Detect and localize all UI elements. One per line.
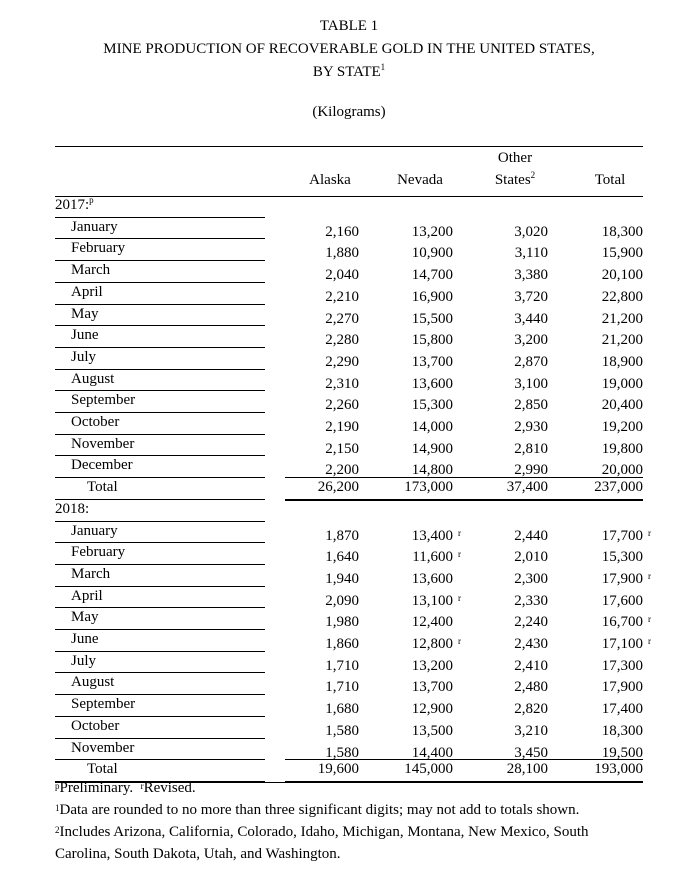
cell-total: 16,700 xyxy=(601,614,643,631)
row-rule xyxy=(55,304,265,305)
cell-total: 17,600 xyxy=(601,592,643,609)
cell-alaska: 2,290 xyxy=(325,353,359,370)
total-top-rule xyxy=(285,477,643,478)
column-header-other-line1: Other xyxy=(497,150,533,166)
section-heading: 2017:$^p$ xyxy=(55,195,94,213)
cell-nevada: 14,000 xyxy=(411,419,453,435)
table-number: TABLE 1 xyxy=(319,18,379,34)
header-top-rule xyxy=(55,146,643,147)
revised-mark: r xyxy=(648,614,651,625)
cell-total: 21,200 xyxy=(601,310,643,327)
row-label-month: February xyxy=(71,240,126,257)
cell-total: 15,300 xyxy=(601,549,643,566)
cell-other: 2,480 xyxy=(514,679,548,696)
row-rule xyxy=(55,564,265,565)
cell-alaska: 2,190 xyxy=(325,419,359,435)
cell-total: 20,000 xyxy=(601,462,643,479)
cell-nevada: 15,300 xyxy=(411,397,453,414)
cell-total: 17,900 xyxy=(601,570,643,587)
row-rule xyxy=(55,738,265,739)
cell-other: 3,210 xyxy=(514,722,548,739)
units-label: (Kilograms) xyxy=(312,104,386,120)
cell-total: 18,900 xyxy=(601,353,643,370)
row-label-month: December xyxy=(71,457,133,474)
cell-nevada: 14,700 xyxy=(411,267,453,284)
row-label-month: September xyxy=(71,392,136,409)
cell-total: 17,400 xyxy=(601,701,643,718)
total-cell-nevada: 145,000 xyxy=(404,761,453,778)
row-rule xyxy=(55,629,265,630)
cell-total: 19,000 xyxy=(601,375,643,392)
row-label-month: March xyxy=(71,262,111,279)
cell-total: 21,200 xyxy=(601,332,643,349)
row-label-month: January xyxy=(71,522,118,539)
row-label-month: February xyxy=(71,544,126,561)
row-label-month: May xyxy=(71,305,99,322)
row-rule xyxy=(55,434,265,435)
column-header-alaska: Alaska xyxy=(309,172,351,188)
footnote-2: $^2$Includes Arizona, California, Colorado, Idaho, Michigan, Montana, New Mexico, South xyxy=(55,824,589,840)
cell-nevada: 13,500 xyxy=(411,722,453,739)
cell-alaska: 2,210 xyxy=(325,288,359,305)
revised-mark: r xyxy=(648,527,651,538)
cell-other: 2,440 xyxy=(514,527,548,544)
total-cell-alaska: 26,200 xyxy=(317,479,359,496)
cell-other: 2,410 xyxy=(514,657,548,674)
row-rule xyxy=(55,759,265,760)
row-rule xyxy=(55,412,265,413)
total-cell-other: 28,100 xyxy=(506,761,548,778)
total-cell-alaska: 19,600 xyxy=(317,761,359,778)
cell-other: 3,020 xyxy=(514,223,548,240)
row-rule xyxy=(55,607,265,608)
row-label-month: October xyxy=(71,414,120,430)
cell-total: 22,800 xyxy=(601,288,643,305)
footnote-1: $^1$Data are rounded to no more than three significant digits; may not add to totals shown. xyxy=(55,802,580,818)
total-cell-total: 193,000 xyxy=(594,761,643,778)
total-cell-total: 237,000 xyxy=(594,479,643,496)
cell-nevada: 15,800 xyxy=(411,332,453,349)
row-rule xyxy=(55,586,265,587)
revised-mark: r xyxy=(458,527,461,538)
row-label-month: August xyxy=(71,370,115,387)
cell-alaska: 2,260 xyxy=(325,397,359,414)
cell-alaska: 2,150 xyxy=(325,440,359,457)
cell-other: 3,200 xyxy=(514,332,548,349)
revised-mark: r xyxy=(648,570,651,581)
cell-other: 3,380 xyxy=(514,267,548,284)
cell-other: 2,820 xyxy=(514,701,548,718)
row-rule xyxy=(55,716,265,717)
cell-total: 20,400 xyxy=(601,397,643,414)
cell-nevada: 14,900 xyxy=(411,440,453,457)
column-header-nevada: Nevada xyxy=(397,172,443,188)
row-label-month: June xyxy=(71,631,99,647)
cell-other: 3,100 xyxy=(514,375,548,392)
cell-other: 2,010 xyxy=(514,549,548,566)
revised-mark: r xyxy=(648,636,651,646)
cell-nevada: 13,200 xyxy=(411,657,453,674)
cell-nevada: 13,200 xyxy=(411,223,453,240)
title-line-1: MINE PRODUCTION OF RECOVERABLE GOLD IN THE UNITED STATES, xyxy=(103,41,595,57)
row-label-month: April xyxy=(71,283,103,300)
cell-alaska: 1,580 xyxy=(325,744,359,761)
header-bottom-rule xyxy=(55,196,643,197)
total-top-rule xyxy=(285,759,643,760)
cell-nevada: 12,400 xyxy=(411,614,453,631)
cell-nevada: 13,700 xyxy=(411,353,453,370)
cell-nevada: 11,600 xyxy=(412,549,453,566)
cell-total: 17,100 xyxy=(601,636,643,652)
row-label-month: May xyxy=(71,609,99,626)
row-rule xyxy=(55,260,265,261)
cell-nevada: 12,800 xyxy=(411,636,453,652)
cell-alaska: 1,940 xyxy=(325,570,359,587)
cell-total: 19,500 xyxy=(601,744,643,761)
cell-alaska: 2,310 xyxy=(325,375,359,392)
cell-other: 2,300 xyxy=(514,570,548,587)
cell-total: 18,300 xyxy=(601,223,643,240)
row-rule xyxy=(55,477,265,478)
footnotes xyxy=(55,777,589,865)
cell-alaska: 1,860 xyxy=(325,636,359,652)
cell-alaska: 1,870 xyxy=(325,527,359,544)
revised-mark: r xyxy=(458,549,461,560)
footnote-2-cont: Carolina, South Dakota, Utah, and Washington. xyxy=(55,846,341,862)
row-rule xyxy=(55,217,265,218)
row-rule xyxy=(55,694,265,695)
row-label-month: October xyxy=(71,717,120,734)
cell-alaska: 2,160 xyxy=(325,223,359,240)
cell-other: 2,330 xyxy=(514,592,548,609)
cell-alaska: 1,580 xyxy=(325,722,359,739)
row-rule xyxy=(55,238,265,239)
cell-alaska: 1,980 xyxy=(325,614,359,631)
cell-other: 3,450 xyxy=(514,744,548,761)
total-bottom-rule xyxy=(285,499,643,501)
revised-mark: r xyxy=(458,592,461,603)
cell-total: 17,300 xyxy=(601,657,643,674)
row-rule xyxy=(55,455,265,456)
total-cell-other: 37,400 xyxy=(506,479,548,496)
cell-other: 3,440 xyxy=(514,310,548,327)
cell-nevada: 15,500 xyxy=(411,310,453,327)
cell-alaska: 2,270 xyxy=(325,310,359,327)
total-cell-nevada: 173,000 xyxy=(404,479,453,496)
cell-alaska: 1,880 xyxy=(325,245,359,262)
column-header-other-states: States$^2$ xyxy=(494,170,536,188)
cell-other: 2,850 xyxy=(514,397,548,414)
row-rule xyxy=(55,325,265,326)
total-label: Total xyxy=(87,479,118,496)
column-header-total: Total xyxy=(594,172,626,188)
cell-nevada: 14,800 xyxy=(411,462,453,479)
row-rule xyxy=(55,282,265,283)
cell-total: 19,200 xyxy=(601,419,643,435)
row-rule xyxy=(55,672,265,673)
cell-alaska: 2,280 xyxy=(325,332,359,349)
row-label-month: November xyxy=(71,435,135,452)
cell-other: 3,720 xyxy=(514,288,548,305)
cell-nevada: 10,900 xyxy=(411,245,453,262)
footnote-p-r: $^p$Preliminary. $^r$Revised. xyxy=(55,780,196,796)
cell-total: 17,700 xyxy=(601,527,643,544)
cell-other: 2,810 xyxy=(514,440,548,457)
cell-nevada: 16,900 xyxy=(411,288,453,305)
row-label-month: August xyxy=(71,674,115,691)
cell-alaska: 2,090 xyxy=(325,592,359,609)
cell-total: 19,800 xyxy=(601,440,643,457)
cell-other: 2,870 xyxy=(514,353,548,370)
cell-nevada: 13,600 xyxy=(411,570,453,587)
section-heading: 2018: xyxy=(55,500,90,517)
row-rule xyxy=(55,651,265,652)
cell-total: 15,900 xyxy=(601,245,643,262)
cell-other: 2,430 xyxy=(514,636,548,652)
cell-alaska: 2,040 xyxy=(325,267,359,284)
cell-nevada: 13,600 xyxy=(411,375,453,392)
cell-other: 2,240 xyxy=(514,614,548,631)
cell-other: 2,990 xyxy=(514,462,548,479)
cell-alaska: 1,640 xyxy=(325,549,359,566)
row-rule xyxy=(55,499,265,500)
total-label: Total xyxy=(87,761,118,778)
row-label-month: April xyxy=(71,587,103,604)
row-rule xyxy=(55,369,265,370)
cell-total: 20,100 xyxy=(601,267,643,284)
cell-alaska: 1,710 xyxy=(325,679,359,696)
cell-nevada: 13,700 xyxy=(411,679,453,696)
cell-alaska: 2,200 xyxy=(325,462,359,479)
cell-nevada: 13,400 xyxy=(411,527,453,544)
row-rule xyxy=(55,347,265,348)
cell-other: 3,110 xyxy=(514,245,548,262)
cell-alaska: 1,710 xyxy=(325,657,359,674)
footnote-ref: 1 xyxy=(380,62,386,72)
row-label-month: September xyxy=(71,696,136,713)
cell-total: 18,300 xyxy=(601,722,643,739)
cell-total: 17,900 xyxy=(601,679,643,696)
row-label-month: November xyxy=(71,739,135,756)
cell-alaska: 1,680 xyxy=(325,701,359,718)
title-line-2: BY STATE$^1$ xyxy=(312,62,386,80)
revised-mark: r xyxy=(458,636,461,646)
row-rule xyxy=(55,390,265,391)
row-label-month: March xyxy=(71,565,111,582)
cell-nevada: 13,100 xyxy=(411,592,453,609)
cell-nevada: 14,400 xyxy=(411,744,453,761)
cell-other: 2,930 xyxy=(514,419,548,435)
row-label-month: June xyxy=(71,327,99,344)
row-rule xyxy=(55,521,265,522)
row-label-month: July xyxy=(71,348,97,365)
cell-nevada: 12,900 xyxy=(411,701,453,718)
row-label-month: January xyxy=(71,218,118,235)
row-rule xyxy=(55,542,265,543)
row-label-month: July xyxy=(71,652,97,669)
